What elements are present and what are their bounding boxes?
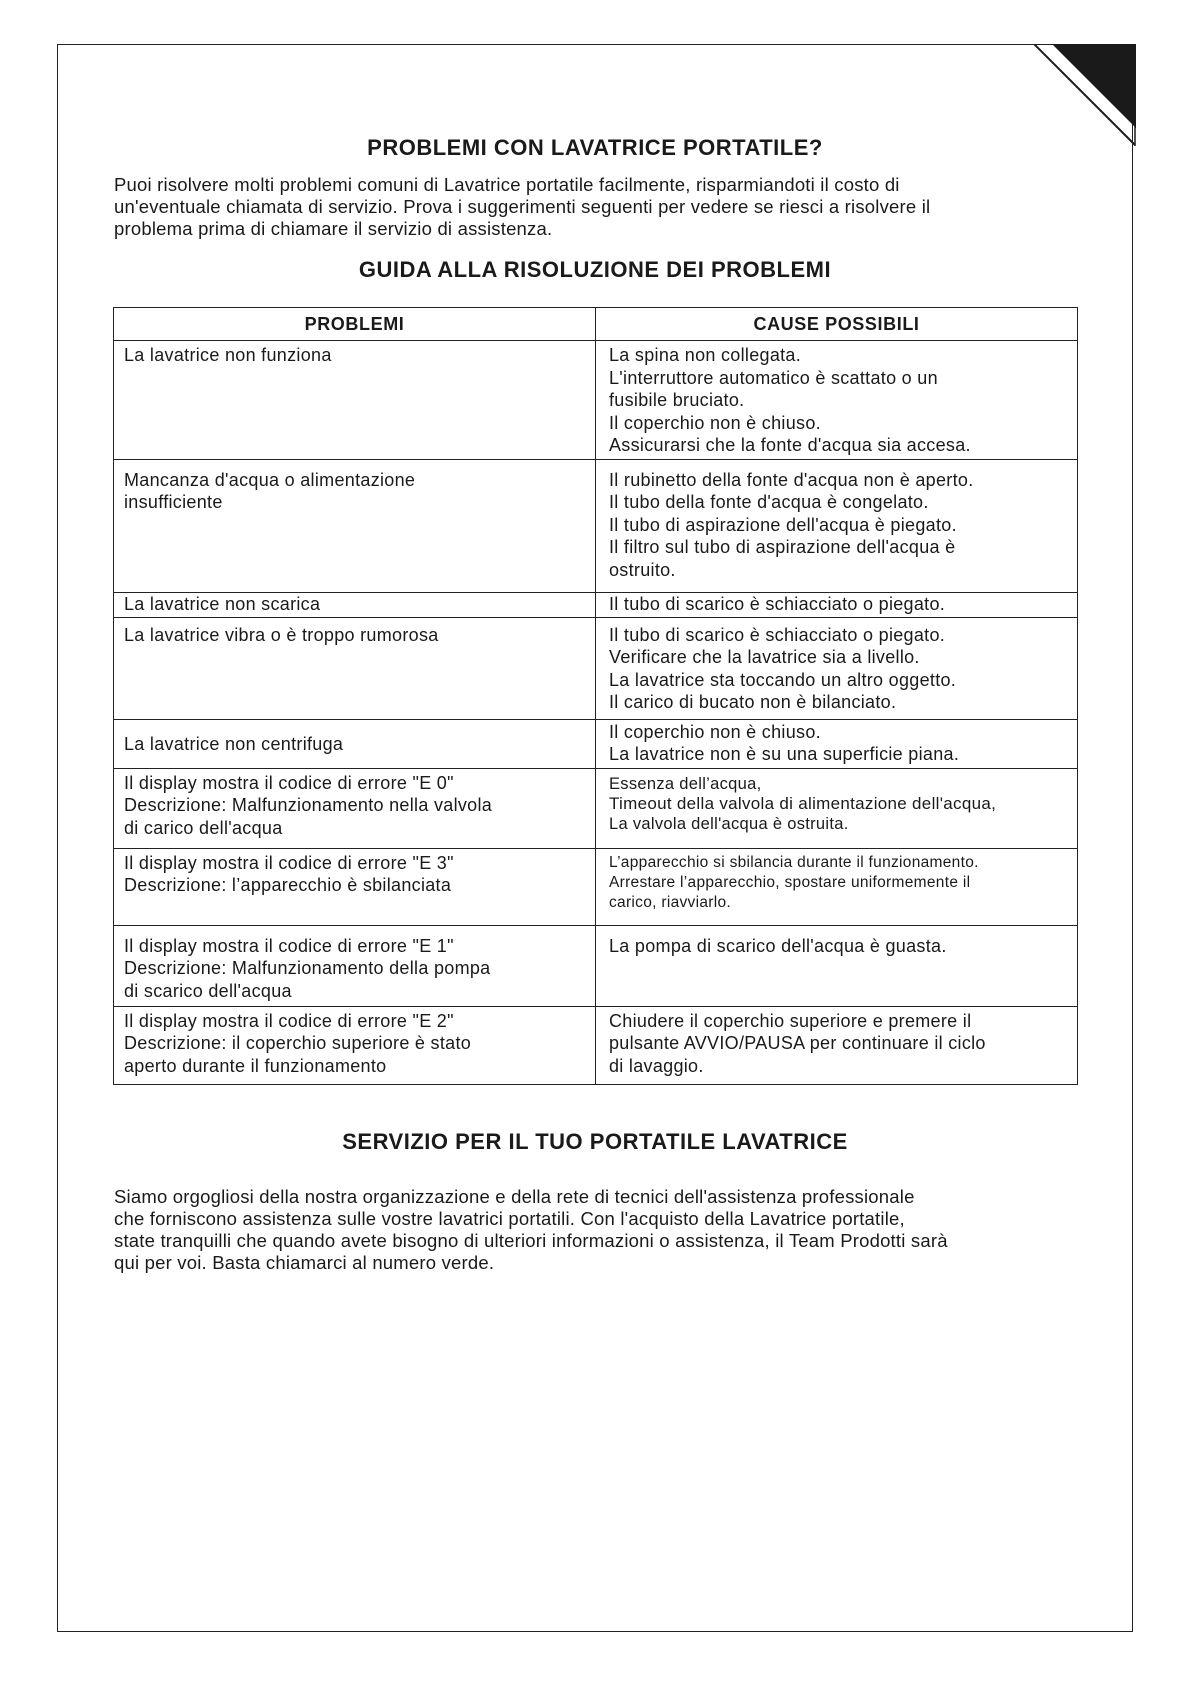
problem-cell	[114, 925, 596, 1006]
table-header-row	[114, 308, 1078, 341]
cause-line: La spina non collegata.	[609, 345, 802, 365]
cause-line: Verificare che la lavatrice sia a livello.	[609, 647, 920, 667]
problem-cell	[114, 848, 596, 925]
table-row	[114, 768, 1078, 848]
cause-line: Il filtro sul tubo di aspirazione dell'acqua è	[609, 537, 956, 557]
problem-line: Il display mostra il codice di errore "E 0"	[124, 772, 454, 793]
cause-line: Chiudere il coperchio superiore e premere il	[609, 1010, 972, 1031]
problem-cell	[114, 592, 596, 617]
cause-line: carico, riavviarlo.	[609, 893, 731, 911]
cause-line: ostruito.	[609, 559, 676, 580]
intro-line: un'eventuale chiamata di servizio. Prova i suggerimenti seguenti per vedere se riesci a risolvere il	[114, 196, 931, 217]
header-problems: PROBLEMI	[114, 308, 596, 341]
cause-line: Il coperchio non è chiuso.	[609, 412, 821, 433]
table-row	[114, 592, 1078, 617]
cause-line: Il carico di bucato non è bilanciato.	[609, 692, 897, 712]
problem-line: La lavatrice non centrifuga	[124, 733, 344, 754]
cause-line: Il tubo di scarico è schiacciato o piegato.	[609, 624, 946, 645]
table-row	[114, 848, 1078, 925]
service-line: Siamo orgogliosi della nostra organizzazione e della rete di tecnici dell'assistenza professionale	[114, 1186, 915, 1207]
table-row	[114, 341, 1078, 460]
problem-cell	[114, 1006, 596, 1084]
table-row	[114, 925, 1078, 1006]
problem-line: Il display mostra il codice di errore "E 1"	[124, 935, 454, 956]
page-title: PROBLEMI CON LAVATRICE PORTATILE?	[367, 135, 823, 160]
troubleshooting-table	[113, 307, 1078, 1085]
cause-line: L'interruttore automatico è scattato o un	[609, 367, 938, 388]
cause-line: Arrestare l’apparecchio, spostare uniformemente il	[609, 873, 971, 891]
service-line: qui per voi. Basta chiamarci al numero verde.	[114, 1252, 495, 1273]
problem-line: La lavatrice non scarica	[124, 593, 321, 614]
causes-cell	[596, 719, 1078, 768]
intro-line: problema prima di chiamare il servizio di assistenza.	[114, 218, 553, 239]
cause-line: Il rubinetto della fonte d'acqua non è aperto.	[609, 469, 974, 490]
problem-line: Il display mostra il codice di errore "E 2"	[124, 1010, 454, 1031]
causes-cell	[596, 1006, 1078, 1084]
problem-line: Descrizione: l’apparecchio è sbilanciata	[124, 875, 452, 895]
problem-line: di carico dell'acqua	[124, 817, 283, 838]
cause-line: Il tubo di scarico è schiacciato o piegato.	[609, 593, 946, 614]
table-row	[114, 1006, 1078, 1084]
table-row	[114, 719, 1078, 768]
cause-line: Timeout della valvola di alimentazione dell'acqua,	[609, 793, 997, 813]
problem-line: La lavatrice vibra o è troppo rumorosa	[124, 624, 439, 645]
cause-line: Il tubo della fonte d'acqua è congelato.	[609, 492, 929, 512]
problem-line: Il display mostra il codice di errore "E 3"	[124, 852, 454, 873]
problem-line: di scarico dell'acqua	[124, 980, 292, 1001]
problem-cell	[114, 719, 596, 768]
problem-line: Descrizione: Malfunzionamento nella valvola	[124, 795, 493, 815]
problem-cell	[114, 341, 596, 460]
cause-line: Essenza dell’acqua,	[609, 774, 762, 793]
service-paragraph	[114, 1186, 1082, 1274]
cause-line: Il tubo di aspirazione dell'acqua è piegato.	[609, 514, 957, 535]
causes-cell	[596, 592, 1078, 617]
causes-cell	[596, 341, 1078, 460]
causes-cell	[596, 925, 1078, 1006]
table-row	[114, 459, 1078, 592]
guide-title: GUIDA ALLA RISOLUZIONE DEI PROBLEMI	[358, 257, 832, 282]
cause-line: La valvola dell'acqua è ostruita.	[609, 814, 849, 833]
header-causes: CAUSE POSSIBILI	[596, 308, 1078, 341]
cause-line: pulsante AVVIO/PAUSA per continuare il ciclo	[609, 1033, 986, 1053]
service-line: state tranquilli che quando avete bisogno di ulteriori informazioni o assistenza, il Team Prodotti sarà	[114, 1230, 948, 1251]
problem-line: Mancanza d'acqua o alimentazione	[124, 469, 416, 490]
cause-line: Il coperchio non è chiuso.	[609, 721, 821, 742]
problem-cell	[114, 768, 596, 848]
problem-cell	[114, 459, 596, 592]
cause-line: fusibile bruciato.	[609, 390, 745, 410]
cause-line: L’apparecchio si sbilancia durante il funzionamento.	[609, 853, 979, 871]
cause-line: di lavaggio.	[609, 1055, 704, 1076]
problem-line: Descrizione: Malfunzionamento della pompa	[124, 958, 491, 978]
cause-line: La pompa di scarico dell'acqua è guasta.	[609, 935, 947, 956]
service-line: che forniscono assistenza sulle vostre lavatrici portatili. Con l'acquisto della Lavatrice portatile,	[114, 1208, 905, 1229]
problem-cell	[114, 617, 596, 719]
causes-cell	[596, 848, 1078, 925]
table-row	[114, 617, 1078, 719]
causes-cell	[596, 768, 1078, 848]
service-title: SERVIZIO PER IL TUO PORTATILE LAVATRICE	[342, 1129, 848, 1154]
cause-line: Assicurarsi che la fonte d'acqua sia accesa.	[609, 435, 971, 455]
intro-paragraph	[114, 174, 1082, 240]
problem-line: La lavatrice non funziona	[124, 345, 332, 365]
causes-cell	[596, 617, 1078, 719]
problem-line: Descrizione: il coperchio superiore è stato	[124, 1033, 472, 1053]
problem-line: insufficiente	[124, 492, 223, 512]
intro-line: Puoi risolvere molti problemi comuni di Lavatrice portatile facilmente, risparmiandoti il costo di	[114, 174, 900, 195]
cause-line: La lavatrice non è su una superficie piana.	[609, 744, 960, 764]
causes-cell	[596, 459, 1078, 592]
page-corner-mark-icon	[1034, 44, 1136, 146]
problem-line: aperto durante il funzionamento	[124, 1055, 387, 1076]
cause-line: La lavatrice sta toccando un altro oggetto.	[609, 669, 957, 690]
